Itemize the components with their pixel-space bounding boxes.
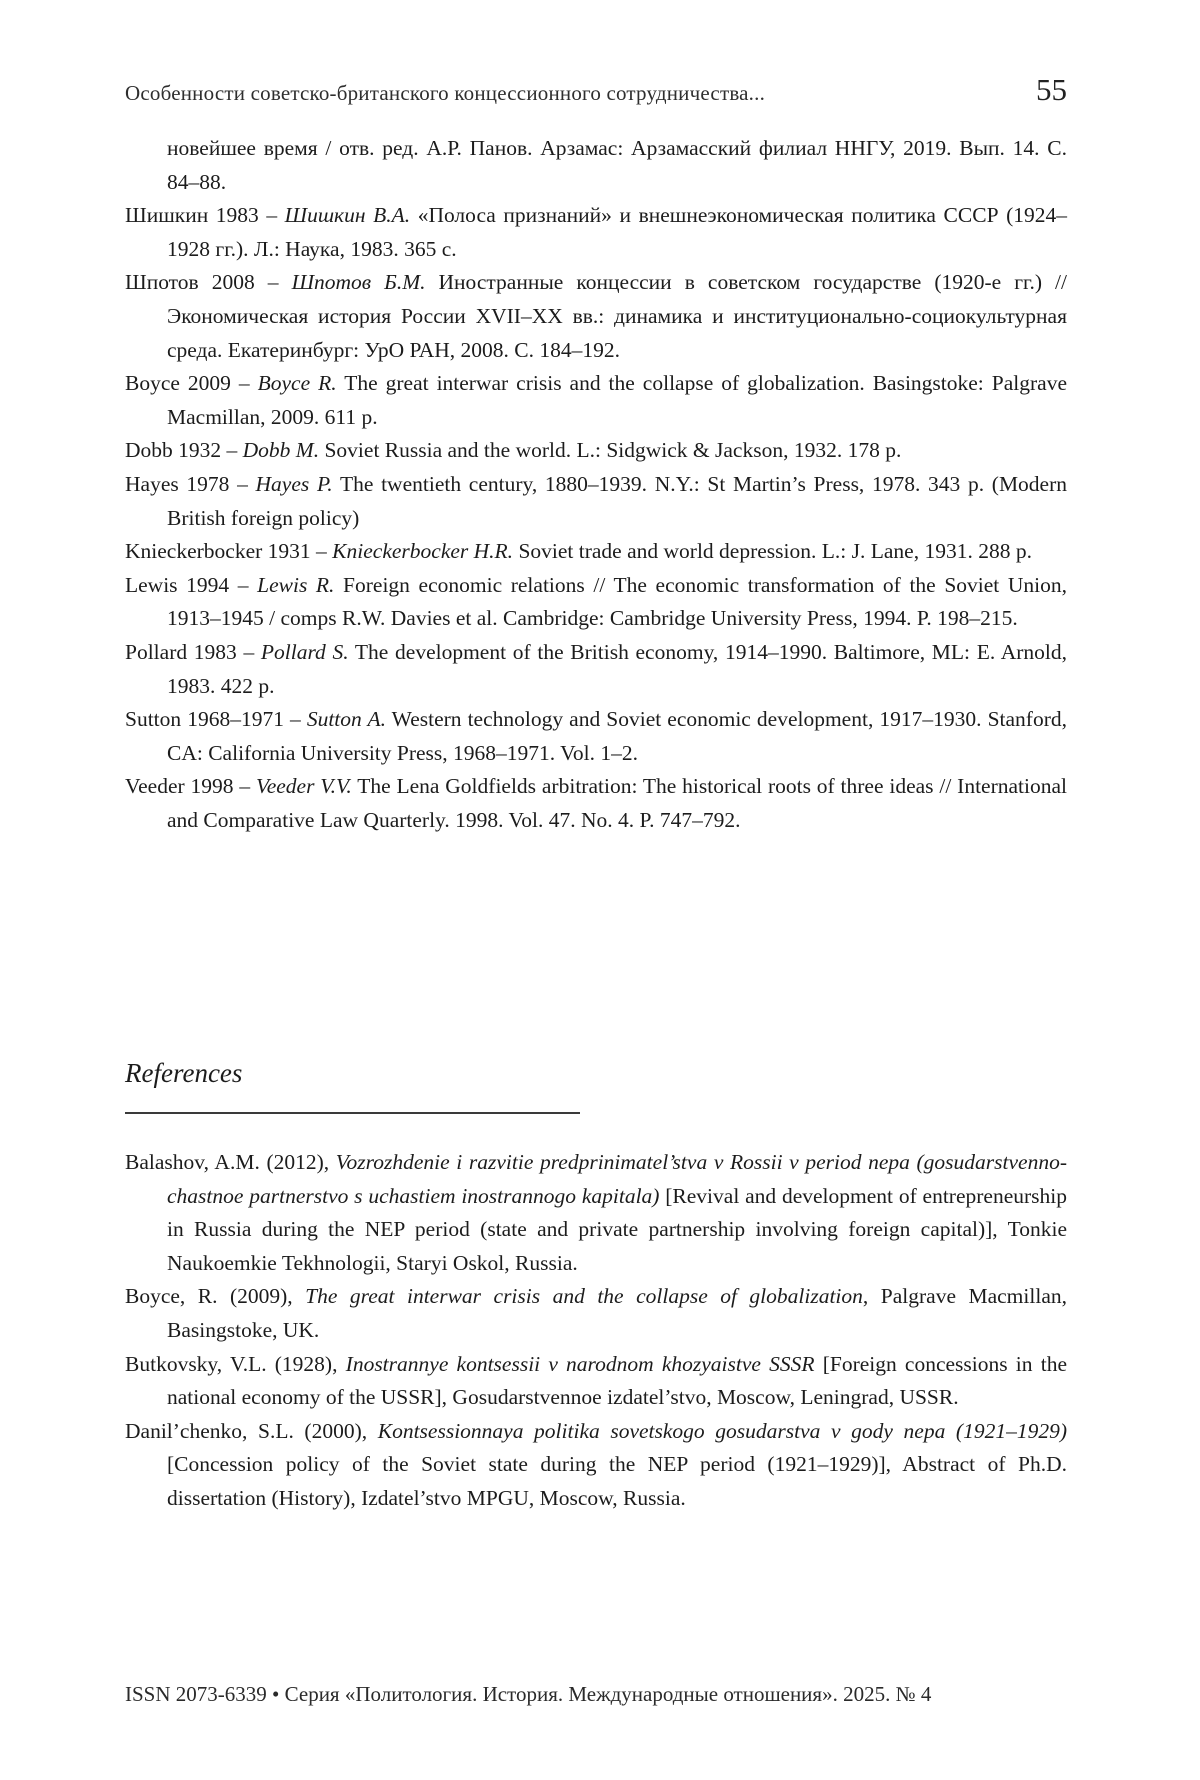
entry-text: Balashov, A.M. (2012), [125,1150,336,1174]
bibliography-entry [125,468,1067,535]
entry-text: Boyce 2009 – [125,371,258,396]
entry-text: Western technology and Soviet economic development, 1917–1930. Stanford, CA: California University Press, 1968–1971. Vol. 1–2. [167,707,1067,765]
entry-text: , Palgrave Macmillan, Basingstoke, UK. [167,1284,1067,1342]
entry-text: Butkovsky, V.L. (1928), [125,1351,346,1376]
footer-text: ISSN 2073-6339 • Серия «Политология. История. Международные отношения». 2025. № 4 [125,1682,932,1706]
bibliography-entry [125,770,1067,837]
entry-text: Foreign economic relations // The economic transformation of the Soviet Union, 1913–1945 / comps R.W. Davies et al. Cambridge: Cambridge University Press, 1994. P. 198–215. [167,572,1068,631]
references-underline [125,1112,580,1114]
entry-text: Dobb 1932 – [125,438,243,463]
reference-entry [125,1348,1067,1415]
reference-entry [125,1146,1067,1280]
bibliography-entry [125,132,1067,199]
bibliography-entry [125,199,1067,266]
entry-text: Шпотов 2008 – [125,270,292,295]
references-heading: References [125,1058,243,1088]
entry-text: Danil’chenko, S.L. (2000), [125,1418,378,1443]
entry-author-italic: Knieckerbocker H.R. [332,539,514,564]
bibliography-entry [125,266,1067,367]
bibliography-entry [125,434,1067,468]
page-number: 55 [1036,72,1067,107]
entry-author-italic: The great interwar crisis and the collapse of globalization [305,1284,863,1309]
entry-text: Hayes 1978 – [125,471,256,496]
entry-text: Lewis 1994 – [125,572,258,597]
bibliography-entry [125,367,1067,434]
entry-text: The great interwar crisis and the collapse of globalization. Basingstoke: Palgrave Macmillan, 2009. 611 p. [167,371,1067,429]
entry-author-italic: Inostrannye kontsessii v narodnom khozyaistve SSSR [345,1351,815,1376]
page-header [125,72,1067,108]
entry-text: Knieckerbocker 1931 – [125,539,333,564]
bibliography-entry [125,535,1067,569]
bibliography-list [125,132,1067,837]
entry-text: Veeder 1998 – [125,774,256,799]
entry-text: Soviet trade and world depression. L.: J. Lane, 1931. 288 p. [513,539,1032,564]
entry-text: Boyce, R. (2009), [125,1284,306,1309]
entry-author-italic: Kontsessionnaya politika sovetskogo gosudarstva v gody nepa (1921–1929) [377,1418,1068,1443]
entry-author-italic: Hayes P. [255,471,333,496]
entry-author-italic: Dobb M. [242,438,320,463]
entry-text: Soviet Russia and the world. L.: Sidgwick & Jackson, 1932. 178 p. [319,438,902,463]
entry-author-italic: Veeder V.V. [255,774,352,799]
entry-author-italic: Vozrozhdenie i razvitie predprinimatel’stva v Rossii v period nepa (gosudarstvenno-chastnoe partnerstvo s uchastiem inostrannogo kapitala) [167,1150,1067,1208]
entry-text: The development of the British economy, 1914–1990. Baltimore, ML: E. Arnold, 1983. 422 p. [167,639,1068,698]
entry-text: [Concession policy of the Soviet state during the NEP period (1921–1929)], Abstract of Ph.D. dissertation (History), Izdatel’stvo MPGU, Moscow, Russia. [167,1452,1067,1510]
bibliography-entry [125,703,1067,770]
reference-entry [125,1280,1067,1347]
entry-text: [Revival and development of entrepreneurship in Russia during the NEP period (state and private partnership involving foreign capital)], Tonkie Naukoemkie Tekhnologii, Staryi Oskol, Russia. [167,1183,1067,1275]
entry-author-italic: Sutton A. [306,707,386,732]
entry-author-italic: Boyce R. [257,371,337,396]
running-title: Особенности советско-британского концессионного сотрудничества... [125,81,766,105]
entry-text: Pollard 1983 – [125,639,261,664]
entry-author-italic: Шишкин В.А. [284,203,411,228]
bibliography-entry [125,636,1067,703]
entry-text: «Полоса признаний» и внешнеэкономическая политика СССР (1924–1928 гг.). Л.: Наука, 1983. 365 с. [167,203,1067,261]
entry-author-italic: Шпотов Б.М. [291,270,426,295]
entry-author-italic: Pollard S. [260,639,349,664]
reference-entry [125,1415,1067,1516]
entry-text: Sutton 1968–1971 – [125,707,307,732]
references-list [125,1146,1067,1516]
entry-text: The twentieth century, 1880–1939. N.Y.: St Martin’s Press, 1978. 343 p. (Modern British foreign policy) [167,471,1068,530]
entry-text: Иностранные концессии в советском государстве (1920-е гг.) // Экономическая история России XVII–XX вв.: динамика и институционально-социокультурная среда. Екатеринбург: УрО РАН, 2008. С. 184–192. [167,270,1067,362]
entry-text: новейшее время / отв. ред. А.Р. Панов. Арзамас: Арзамасский филиал ННГУ, 2019. Вып. 14. С. 84–88. [167,136,1067,194]
entry-text: Шишкин 1983 – [125,203,285,228]
entry-text: The Lena Goldfields arbitration: The historical roots of three ideas // International and Comparative Law Quarterly. 1998. Vol. 47. No. 4. P. 747–792. [167,774,1067,832]
page-footer [125,1682,1067,1707]
bibliography-entry [125,569,1067,636]
entry-text: [Foreign concessions in the national economy of the USSR], Gosudarstvennoe izdatel’stvo, Moscow, Leningrad, USSR. [167,1351,1067,1410]
entry-author-italic: Lewis R. [257,572,335,597]
